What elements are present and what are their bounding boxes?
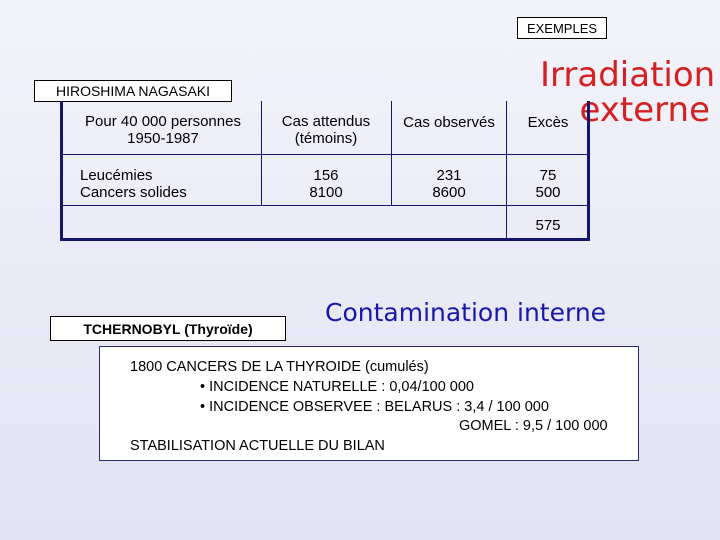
examples-label: EXEMPLES (517, 17, 607, 39)
hiroshima-table (60, 101, 590, 241)
irradiation-title-line2: externe (579, 90, 710, 130)
tchernobyl-info-box (99, 346, 639, 461)
total-excess: 575 (535, 217, 561, 234)
header-population-line2: 1950-1987 (127, 130, 199, 147)
info-line-gomel: GOMEL : 9,5 / 100 000 (459, 418, 608, 434)
observed-values (393, 167, 505, 201)
row-labels (80, 167, 260, 201)
header-expected (263, 113, 389, 147)
observed-solid-cancers: 8600 (432, 184, 466, 201)
expected-solid-cancers: 8100 (309, 184, 343, 201)
excess-solid-cancers: 500 (535, 184, 561, 201)
header-expected-line1: Cas attendus (281, 113, 371, 130)
header-observed: Cas observés (403, 114, 495, 131)
expected-values (263, 167, 389, 201)
row-label-solid-cancers: Cancers solides (80, 184, 187, 201)
header-excess: Excès (527, 114, 569, 131)
contamination-interne-title: Contamination interne (325, 298, 607, 327)
info-line-observed-incidence: • INCIDENCE OBSERVEE : BELARUS : 3,4 / 100 000 (200, 399, 549, 415)
tchernobyl-label: TCHERNOBYL (Thyroïde) (50, 316, 286, 341)
expected-leukemia: 156 (313, 167, 339, 184)
info-line-stabilisation: STABILISATION ACTUELLE DU BILAN (130, 438, 385, 454)
observed-leukemia: 231 (436, 167, 462, 184)
info-line-cancers: 1800 CANCERS DE LA THYROIDE (cumulés) (130, 359, 429, 375)
info-line-natural-incidence: • INCIDENCE NATURELLE : 0,04/100 000 (200, 379, 474, 395)
excess-leukemia: 75 (539, 167, 557, 184)
header-population-line1: Pour 40 000 personnes (85, 113, 241, 130)
header-population (68, 113, 258, 147)
row-divider (63, 154, 587, 155)
excess-values (508, 167, 588, 201)
header-expected-line2: (témoins) (294, 130, 358, 147)
row-divider (63, 205, 587, 206)
row-label-leukemia: Leucémies (80, 167, 153, 184)
irradiation-title-line1: Irradiation (540, 55, 716, 95)
column-divider (506, 101, 507, 241)
hiroshima-nagasaki-label: HIROSHIMA NAGASAKI (34, 80, 232, 102)
